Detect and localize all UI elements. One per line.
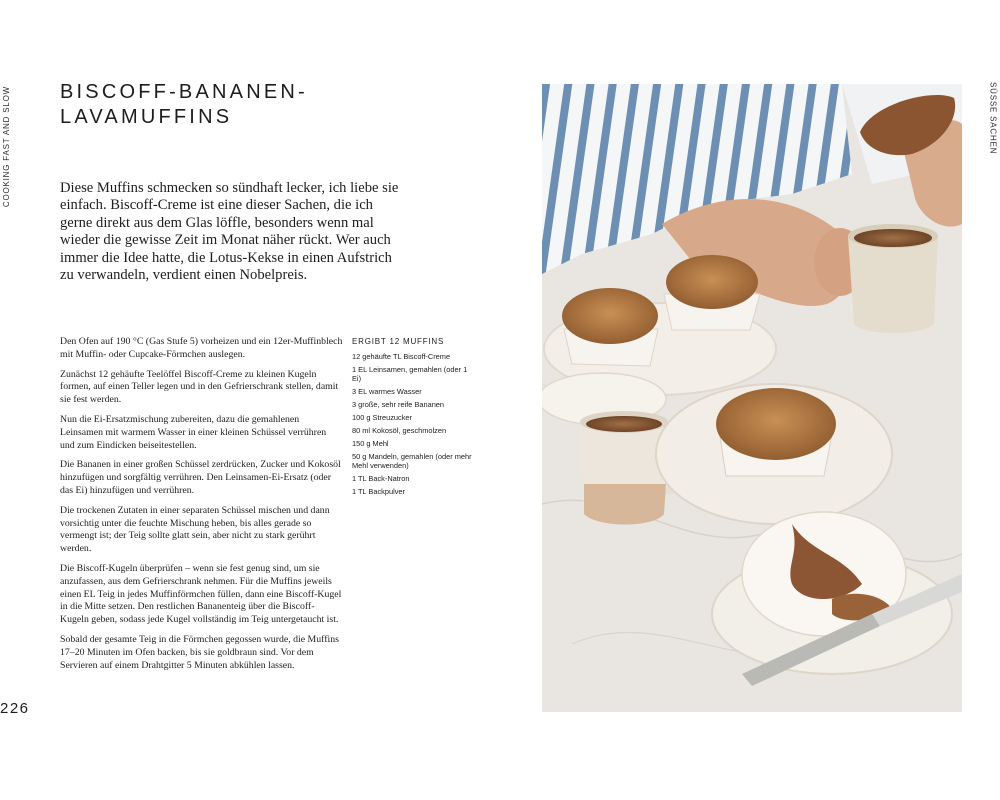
running-header-left-text: COOKING FAST AND SLOW [1, 86, 11, 208]
page-number: 226 [0, 700, 30, 717]
ingredient-item: 1 TL Back-Natron [352, 474, 410, 483]
ingredient-item: 80 ml Kokosöl, geschmolzen [352, 426, 447, 435]
muffin [666, 255, 758, 309]
recipe-photo-illustration [542, 84, 962, 712]
method-step: Die Biscoff-Kugeln überprüfen – wenn sie fest genug sind, um sie anzufassen, aus dem Gefrierschrank nehmen. Für die Muffins jeweils einen EL Teig in jedes Muffinförmchen füllen, dann eine Biscoff-Kugel in die Mitte setzen. Den restlichen Bananenteig über die Biscoff-Kugeln geben, sodass jede Kugel vollständig im Teig untergetaucht ist. [60, 562, 342, 626]
ingredient-item: 1 TL Backpulver [352, 487, 405, 496]
yield-heading: ERGIBT 12 MUFFINS [352, 337, 445, 346]
method-step: Die Bananen in einer großen Schüssel zerdrücken, Zucker und Kokosöl hinzufügen und sorgfältig verrühren. Den Leinsamen-Ei-Ersatz (oder das Ei) hinzufügen und verrühren. [60, 459, 341, 496]
recipe-title-line: LAVAMUFFINS [60, 106, 233, 128]
recipe-title-line: BISCOFF-BANANEN- [60, 81, 308, 103]
ingredient-item: 12 gehäufte TL Biscoff-Creme [352, 352, 451, 361]
method-step: Sobald der gesamte Teig in die Förmchen gegossen wurde, die Muffins 17–20 Minuten im Ofen backen, bis sie goldbraun sind. Vor dem Servieren auf einem Drahtgitter 5 Minuten abkühlen lassen. [60, 633, 339, 671]
ingredient-item: 100 g Streuzucker [352, 413, 412, 422]
method-steps [60, 336, 343, 679]
ingredient-item: 150 g Mehl [352, 439, 389, 448]
ingredient-item: 1 EL Leinsamen, gemahlen (oder 1 Ei) [352, 365, 468, 383]
recipe-intro: Diese Muffins schmecken so sündhaft lecker, ich liebe sie einfach. Biscoff-Creme ist eine dieser Sachen, die ich gerne direkt aus dem Glas löffle, besonders wenn mal wieder die gewisse Zeit im Monat näher rückt. Wer auch immer die Idee hatte, die Lotus-Kekse in einen Aufstrich zu verwandeln, verdient einen Nobelpreis. [60, 180, 399, 284]
ingredient-item: 3 große, sehr reife Bananen [352, 400, 445, 409]
ingredient-list [352, 352, 472, 496]
lava-muffin [716, 388, 836, 460]
coffee-cup [848, 236, 938, 333]
muffin [562, 288, 658, 344]
running-header-right-text: SÜSSE SACHEN [988, 82, 998, 155]
ingredients-panel [352, 337, 472, 500]
recipe-title [60, 80, 308, 130]
method-step: Nun die Ei-Ersatzmischung zubereiten, dazu die gemahlenen Leinsamen mit warmem Wasser in einer kleinen Schüssel verrühren und zum Eindicken beiseitestellen. [60, 413, 327, 451]
ingredient-item: 50 g Mandeln, gemahlen (oder mehr Mehl verwenden) [352, 452, 472, 470]
method-step: Die trockenen Zutaten in einer separaten Schüssel mischen und dann vorsichtig unter die feuchte Mischung heben, bis alles gerade so vermengt ist; der Teig sollte glatt sein, aber nicht zu stark gerührt werden. [60, 504, 330, 555]
running-header-left [0, 82, 12, 212]
recipe-photo [542, 84, 962, 712]
method-step: Zunächst 12 gehäufte Teelöffel Biscoff-Creme zu kleinen Kugeln formen, auf einen Teller legen und in den Gefrierschrank stellen, damit sie fest werden. [60, 368, 339, 406]
method-step: Den Ofen auf 190 °C (Gas Stufe 5) vorheizen und ein 12er-Muffinblech mit Muffin- oder Cupcake-Förmchen auslegen. [60, 336, 343, 360]
running-header-right [986, 82, 1000, 162]
ingredient-item: 3 EL warmes Wasser [352, 387, 422, 396]
